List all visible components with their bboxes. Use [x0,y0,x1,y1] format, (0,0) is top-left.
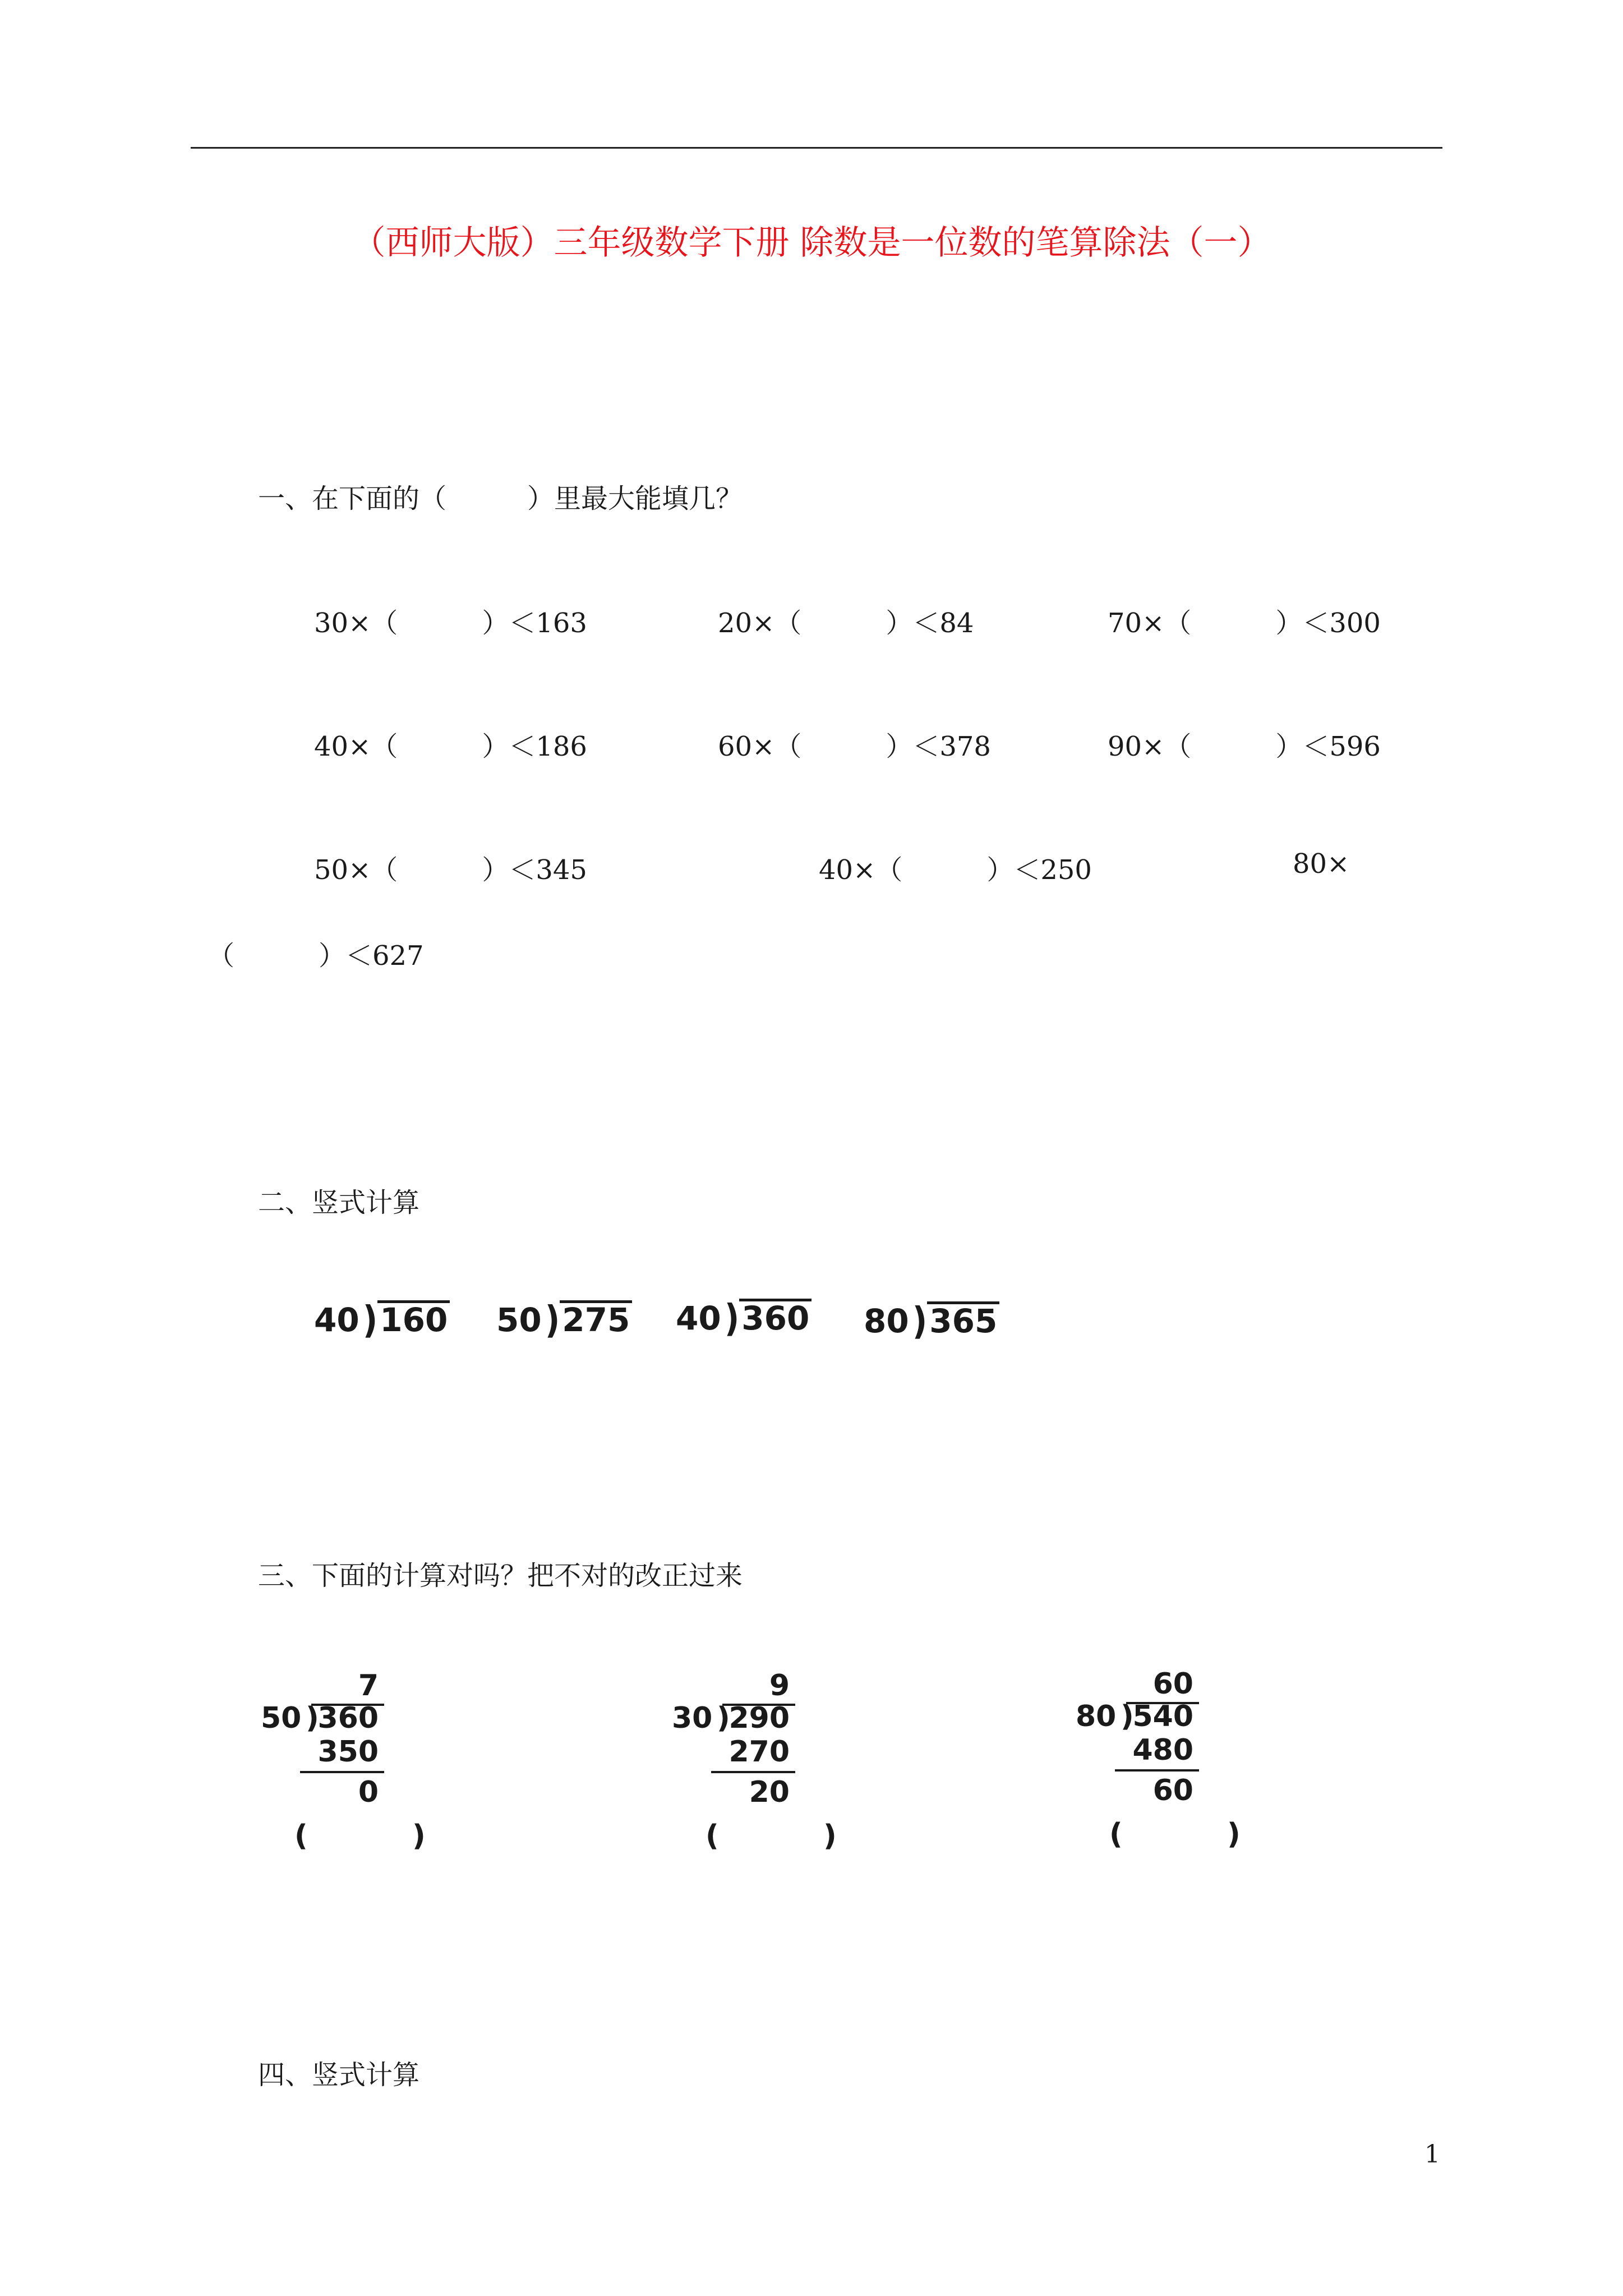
answer-blank[interactable] [1132,1819,1216,1852]
divisor: 30 [672,1701,713,1735]
partial-product: 270 [728,1735,790,1769]
section-1-heading: 一、在下面的（ ）里最大能填几？ [258,483,743,514]
long-division-problem: 80 )365 [864,1301,999,1340]
answer-paren-close: ) [412,1819,426,1853]
section-2-heading: 二、竖式计算 [258,1187,420,1218]
subtraction-line [711,1771,795,1773]
divisor: 50 [261,1701,302,1735]
section-4-heading: 四、竖式计算 [258,2059,420,2091]
page-title: （西师大版）三年级数学下册 除数是一位数的笔算除法（一） [352,223,1271,263]
answer-blank[interactable] [317,1820,401,1854]
worked-division-problem [672,1669,837,1854]
quotient: 7 [358,1669,379,1703]
answer-paren-open: ( [294,1819,308,1853]
header-rule [191,147,1442,149]
inequality-item: 40×（ ）＜250 [819,854,1092,886]
remainder: 20 [749,1775,790,1809]
long-division-problem: 50 )275 [496,1300,632,1339]
answer-blank[interactable] [728,1820,812,1854]
remainder: 60 [1152,1774,1193,1807]
inequality-item-lhs: 80× [1293,848,1350,880]
partial-product: 350 [317,1735,379,1769]
page-number: 1 [1424,2140,1440,2169]
division-bracket-icon: ) [1121,1700,1134,1733]
subtraction-line [1115,1769,1199,1772]
inequality-item: 50×（ ）＜345 [314,854,587,886]
answer-paren-open: ( [706,1819,719,1853]
quotient: 9 [769,1669,790,1703]
inequality-item: 90×（ ）＜596 [1108,731,1381,762]
inequality-item: 70×（ ）＜300 [1108,608,1381,639]
divisor: 80 [1076,1700,1117,1733]
division-bracket-icon: ) [362,1297,378,1342]
dividend: 540 [1132,1700,1193,1733]
dividend: 290 [728,1701,790,1735]
worked-division-problem [261,1669,426,1854]
dividend: 360 [317,1701,379,1735]
answer-paren-close: ) [1227,1818,1241,1851]
answer-paren-close: ) [823,1819,837,1853]
quotient: 60 [1152,1667,1193,1701]
inequality-item: 30×（ ）＜163 [314,608,587,639]
remainder: 0 [358,1775,379,1809]
inequality-item: 60×（ ）＜378 [718,731,991,762]
subtraction-line [300,1771,384,1773]
division-bracket-icon: ) [306,1701,319,1735]
partial-product: 480 [1132,1733,1193,1767]
inequality-item: 20×（ ）＜84 [718,608,974,639]
section-3-heading: 三、下面的计算对吗？把不对的改正过来 [258,1560,743,1591]
answer-paren-open: ( [1109,1818,1123,1851]
inequality-item-continued: （ ）＜627 [208,940,424,972]
division-bracket-icon: ) [545,1297,560,1342]
long-division-problem: 40 )360 [676,1299,811,1337]
worked-division-problem [1076,1667,1241,1852]
inequality-item: 40×（ ）＜186 [314,731,587,762]
long-division-problem: 40 )160 [314,1300,450,1339]
division-bracket-icon: ) [724,1296,740,1341]
division-bracket-icon: ) [717,1701,730,1735]
division-bracket-icon: ) [912,1299,928,1343]
